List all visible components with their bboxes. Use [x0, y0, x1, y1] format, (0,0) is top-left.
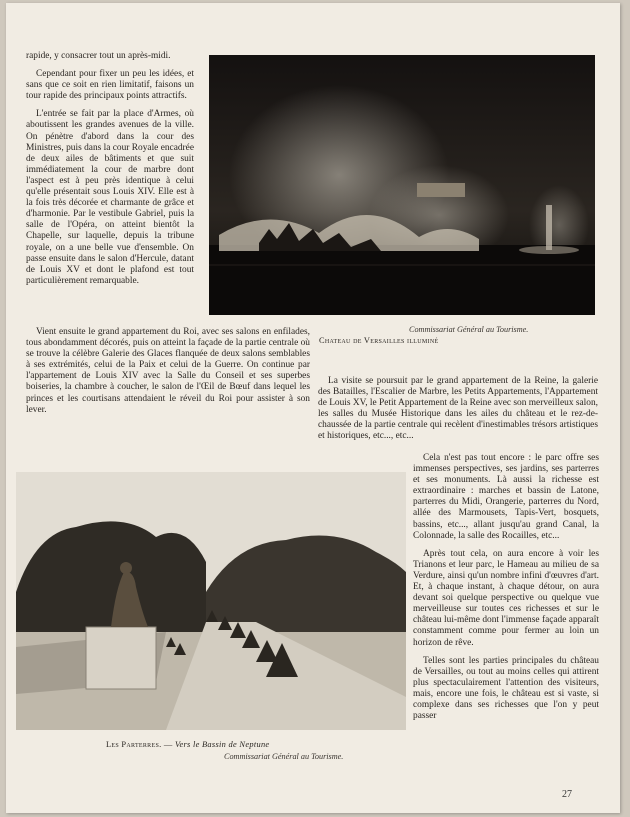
paragraph: Cependant pour fixer un peu les idées, et sans que ce soit en rien limitatif, faisons un tour rapide des principaux points attractifs.: [26, 69, 194, 102]
right-paragraph-1: [318, 376, 598, 450]
photo-les-parterres: [16, 472, 406, 730]
wide-paragraph: [26, 327, 310, 423]
right-column-lower: [413, 453, 599, 729]
photo-caption-bottom: [106, 740, 269, 749]
garden-image: [16, 472, 406, 730]
paragraph: Après tout cela, on aura encore à voir les Trianons et leur parc, le Hameau au milieu de sa Verdure, ainsi qu'un nombre infini d'œuvres d'art. Et, à chaque instant, à chaque détour, on aura devant soi quelque perspective ou quelque vue merveilleuse sur toutes ces richesses et sur le château lui-même dont l'immense façade apparaît constamment comme pour fermer au loin un horizon de rêve.: [413, 548, 599, 648]
paragraph: Telles sont les parties principales du château de Versailles, ou tout au moins celles qui attirent plus spectaculairement l'attention des visiteurs, mais, encore une fois, le château est si vaste, si complexe dans ses richesses que l'on y peut passer: [413, 655, 599, 722]
photo-credit-bottom: Commissariat Général au Tourisme.: [224, 752, 344, 761]
magazine-page: [6, 3, 620, 813]
paragraph: Vient ensuite le grand appartement du Roi, avec ses salons en enfilades, tous abondamment décorés, puis on atteint la façade de la partie centrale où se trouve la célèbre Galerie des Glaces flanquée de deux salons semblables à ses extrémités, celui de la Paix et celui de la Guerre. On continue par l'appartement de Louis XIV avec la Salle du Conseil et ses superbes boiseries, la chambre à coucher, le salon de l'Œil de Bœuf dans lequel les princes et les courtisans attendaient le réveil du Roi pour assister à son lever.: [26, 327, 310, 415]
photo-versailles-illuminated: [209, 55, 595, 315]
paragraph: L'entrée se fait par la place d'Armes, où aboutissent les grandes avenues de la ville. On pénètre d'abord dans la cour des Ministres, puis dans la cour Royale encadrée de deux ailes de bâtiments et que suit immédiatement la cour de marbre dont l'aspect est à peu près identique à celui qu'elle présentait sous Louis XIV. Elle est à la fois très décorée et charmante de grâce et d'harmonie. Par le vestibule Gabriel, puis la salle de l'Opéra, on atteint bientôt la Chapelle, sur laquelle, depuis la tribune royale, on a une belle vue d'ensemble. On passe ensuite dans le salon d'Hercule, datant de Louis XV et dont le plafond est tout particulièrement remarquable.: [26, 109, 194, 286]
left-column-text: [26, 51, 194, 294]
caption-subtitle: Vers le Bassin de Neptune: [174, 740, 270, 749]
night-fountain-image: [209, 55, 595, 315]
page-number: 27: [562, 789, 572, 800]
caption-title: Les Parterres.: [106, 740, 162, 749]
photo-credit-top: Commissariat Général au Tourisme.: [409, 325, 529, 334]
paragraph: rapide, y consacrer tout un après-midi.: [26, 51, 171, 61]
photo-caption-top: Chateau de Versailles illuminé: [319, 336, 439, 345]
paragraph: La visite se poursuit par le grand appartement de la Reine, la galerie des Batailles, l'Escalier de Marbre, les Petits Appartements, l'Appartement de Louis XV, le Petit Appartement de la Reine avec son merveilleux salon, les salles du Musée Historique dans les ailes du château et le rez-de-chaussée de la partie centrale qui recèlent d'inestimables trésors artistiques et historiques, etc..., etc...: [318, 376, 598, 442]
caption-dash: —: [161, 740, 175, 749]
paragraph: Cela n'est pas tout encore : le parc offre ses immenses perspectives, ses jardins, ses parterres et ses monuments. Là aussi la richesse est extraordinaire : marches et bassin de Latone, parterres du Midi, Orangerie, parterres du Nord, allée des Marmousets, Tapis-Vert, bosquets, bassins, etc..., allant jusqu'au grand Canal, la Colonnade, la salle des Rocailles, etc...: [413, 453, 599, 541]
